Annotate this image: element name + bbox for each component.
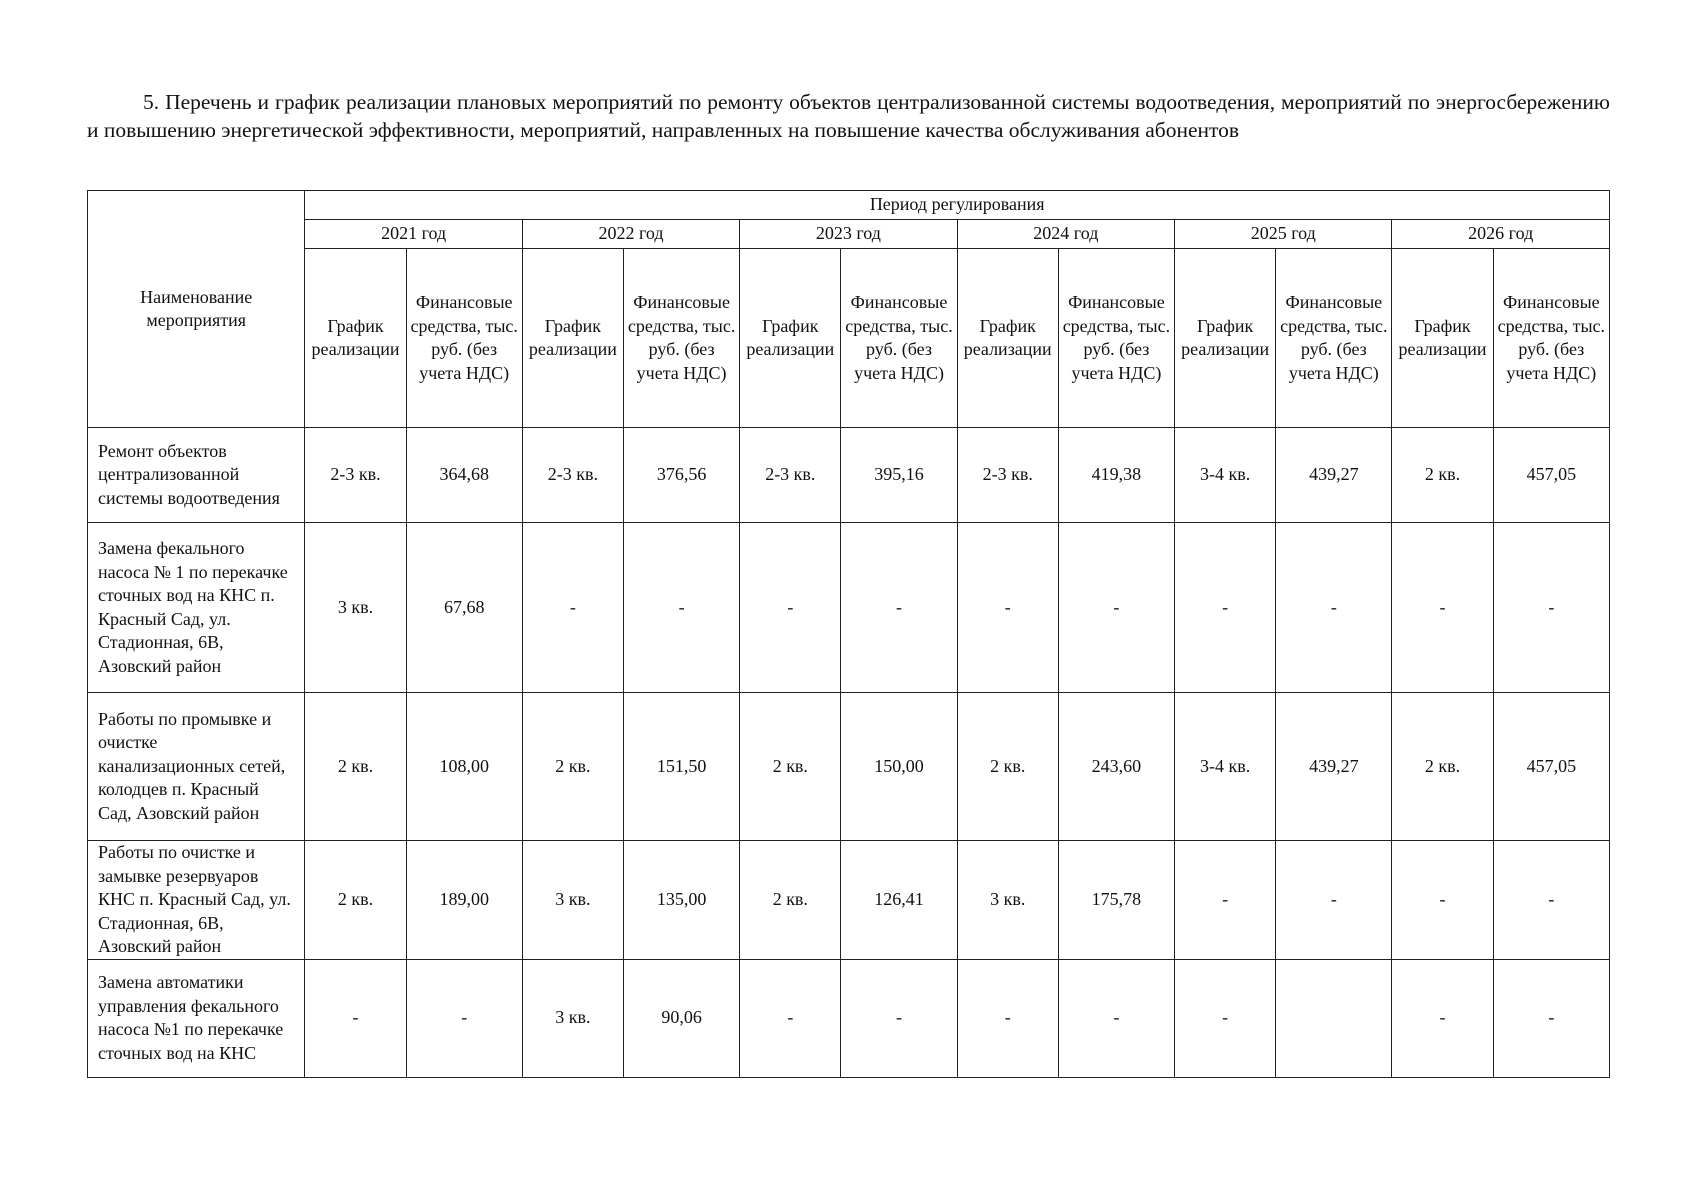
schedule-cell: 3 кв. (305, 523, 406, 693)
schedule-cell: 3 кв. (957, 841, 1058, 960)
schedule-cell: - (1175, 523, 1276, 693)
finance-header: Финансовые средства, тыс. руб. (без учета НДС) (624, 249, 740, 428)
schedule-cell: - (957, 959, 1058, 1077)
finance-cell: 175,78 (1058, 841, 1174, 960)
table-row (88, 428, 1610, 523)
finance-cell: - (1493, 841, 1609, 960)
finance-cell: 67,68 (406, 523, 522, 693)
schedule-header: График реализации (1392, 249, 1493, 428)
measure-name: Работы по очистке и замывке резервуаров КНС п. Красный Сад, ул. Стадионная, 6В, Азовский район (88, 841, 305, 960)
finance-cell: 457,05 (1493, 693, 1609, 841)
measure-name: Работы по промывке и очистке канализационных сетей, колодцев п. Красный Сад, Азовский район (88, 693, 305, 841)
finance-cell: - (1493, 523, 1609, 693)
schedule-cell: 2-3 кв. (522, 428, 623, 523)
finance-cell: 439,27 (1276, 428, 1392, 523)
schedule-cell: 2 кв. (305, 841, 406, 960)
finance-cell: - (1276, 523, 1392, 693)
year-header: 2022 год (522, 220, 739, 249)
year-header: 2025 год (1175, 220, 1392, 249)
table-row (88, 693, 1610, 841)
schedule-cell: 2 кв. (1392, 428, 1493, 523)
finance-cell: 364,68 (406, 428, 522, 523)
table-row (88, 959, 1610, 1077)
finance-cell: - (1276, 841, 1392, 960)
header-row-period (88, 191, 1610, 220)
finance-cell: - (841, 523, 957, 693)
finance-cell: - (841, 959, 957, 1077)
period-header: Период регулирования (305, 191, 1610, 220)
year-header: 2024 год (957, 220, 1174, 249)
table-row (88, 841, 1610, 960)
schedule-cell: 2-3 кв. (305, 428, 406, 523)
finance-cell: 243,60 (1058, 693, 1174, 841)
finance-cell: 457,05 (1493, 428, 1609, 523)
finance-cell: - (1058, 523, 1174, 693)
finance-cell: 376,56 (624, 428, 740, 523)
finance-cell: 150,00 (841, 693, 957, 841)
year-header: 2021 год (305, 220, 522, 249)
measure-name: Замена фекального насоса № 1 по перекачке сточных вод на КНС п. Красный Сад, ул. Стадионная, 6В, Азовский район (88, 523, 305, 693)
schedule-cell: - (1392, 523, 1493, 693)
schedule-cell: 2-3 кв. (740, 428, 841, 523)
finance-cell: 126,41 (841, 841, 957, 960)
schedule-cell: - (740, 523, 841, 693)
schedule-cell: 3 кв. (522, 959, 623, 1077)
finance-header: Финансовые средства, тыс. руб. (без учета НДС) (1276, 249, 1392, 428)
header-row-subcolumns (88, 249, 1610, 428)
schedule-cell: - (522, 523, 623, 693)
schedule-cell: 2 кв. (957, 693, 1058, 841)
schedule-cell: 2 кв. (740, 693, 841, 841)
schedule-header: График реализации (305, 249, 406, 428)
finance-header: Финансовые средства, тыс. руб. (без учета НДС) (841, 249, 957, 428)
finance-cell: - (406, 959, 522, 1077)
finance-cell: - (1058, 959, 1174, 1077)
finance-cell (1276, 959, 1392, 1077)
measures-schedule-table (87, 190, 1610, 1078)
finance-cell: 135,00 (624, 841, 740, 960)
schedule-header: График реализации (522, 249, 623, 428)
finance-cell: 108,00 (406, 693, 522, 841)
schedule-header: График реализации (1175, 249, 1276, 428)
finance-header: Финансовые средства, тыс. руб. (без учета НДС) (406, 249, 522, 428)
finance-header: Финансовые средства, тыс. руб. (без учета НДС) (1493, 249, 1609, 428)
header-row-years (88, 220, 1610, 249)
schedule-cell: 3-4 кв. (1175, 428, 1276, 523)
finance-cell: - (1493, 959, 1609, 1077)
schedule-cell: 3 кв. (522, 841, 623, 960)
schedule-cell: - (305, 959, 406, 1077)
schedule-cell: 3-4 кв. (1175, 693, 1276, 841)
schedule-header: График реализации (957, 249, 1058, 428)
schedule-cell: 2 кв. (740, 841, 841, 960)
year-header: 2026 год (1392, 220, 1610, 249)
schedule-cell: - (1175, 841, 1276, 960)
schedule-cell: - (1175, 959, 1276, 1077)
measure-name: Ремонт объектов централизованной системы водоотведения (88, 428, 305, 523)
year-header: 2023 год (740, 220, 957, 249)
name-column-header: Наименование мероприятия (88, 191, 305, 428)
finance-cell: 151,50 (624, 693, 740, 841)
schedule-cell: - (1392, 959, 1493, 1077)
finance-cell: 439,27 (1276, 693, 1392, 841)
finance-cell: 189,00 (406, 841, 522, 960)
schedule-header: График реализации (740, 249, 841, 428)
schedule-cell: 2 кв. (1392, 693, 1493, 841)
finance-cell: 90,06 (624, 959, 740, 1077)
measure-name: Замена автоматики управления фекального насоса №1 по перекачке сточных вод на КНС (88, 959, 305, 1077)
schedule-cell: - (957, 523, 1058, 693)
schedule-cell: 2-3 кв. (957, 428, 1058, 523)
table-row (88, 523, 1610, 693)
finance-header: Финансовые средства, тыс. руб. (без учета НДС) (1058, 249, 1174, 428)
schedule-cell: 2 кв. (522, 693, 623, 841)
finance-cell: 419,38 (1058, 428, 1174, 523)
finance-cell: 395,16 (841, 428, 957, 523)
finance-cell: - (624, 523, 740, 693)
schedule-cell: 2 кв. (305, 693, 406, 841)
schedule-cell: - (740, 959, 841, 1077)
section-heading: 5. Перечень и график реализации плановых мероприятий по ремонту объектов централизованной системы водоотведения, мероприятий по энергосбережению и повышению энергетической эффективности, мероприятий, направленных на повышение качества обслуживания абонентов (87, 90, 1610, 142)
schedule-cell: - (1392, 841, 1493, 960)
